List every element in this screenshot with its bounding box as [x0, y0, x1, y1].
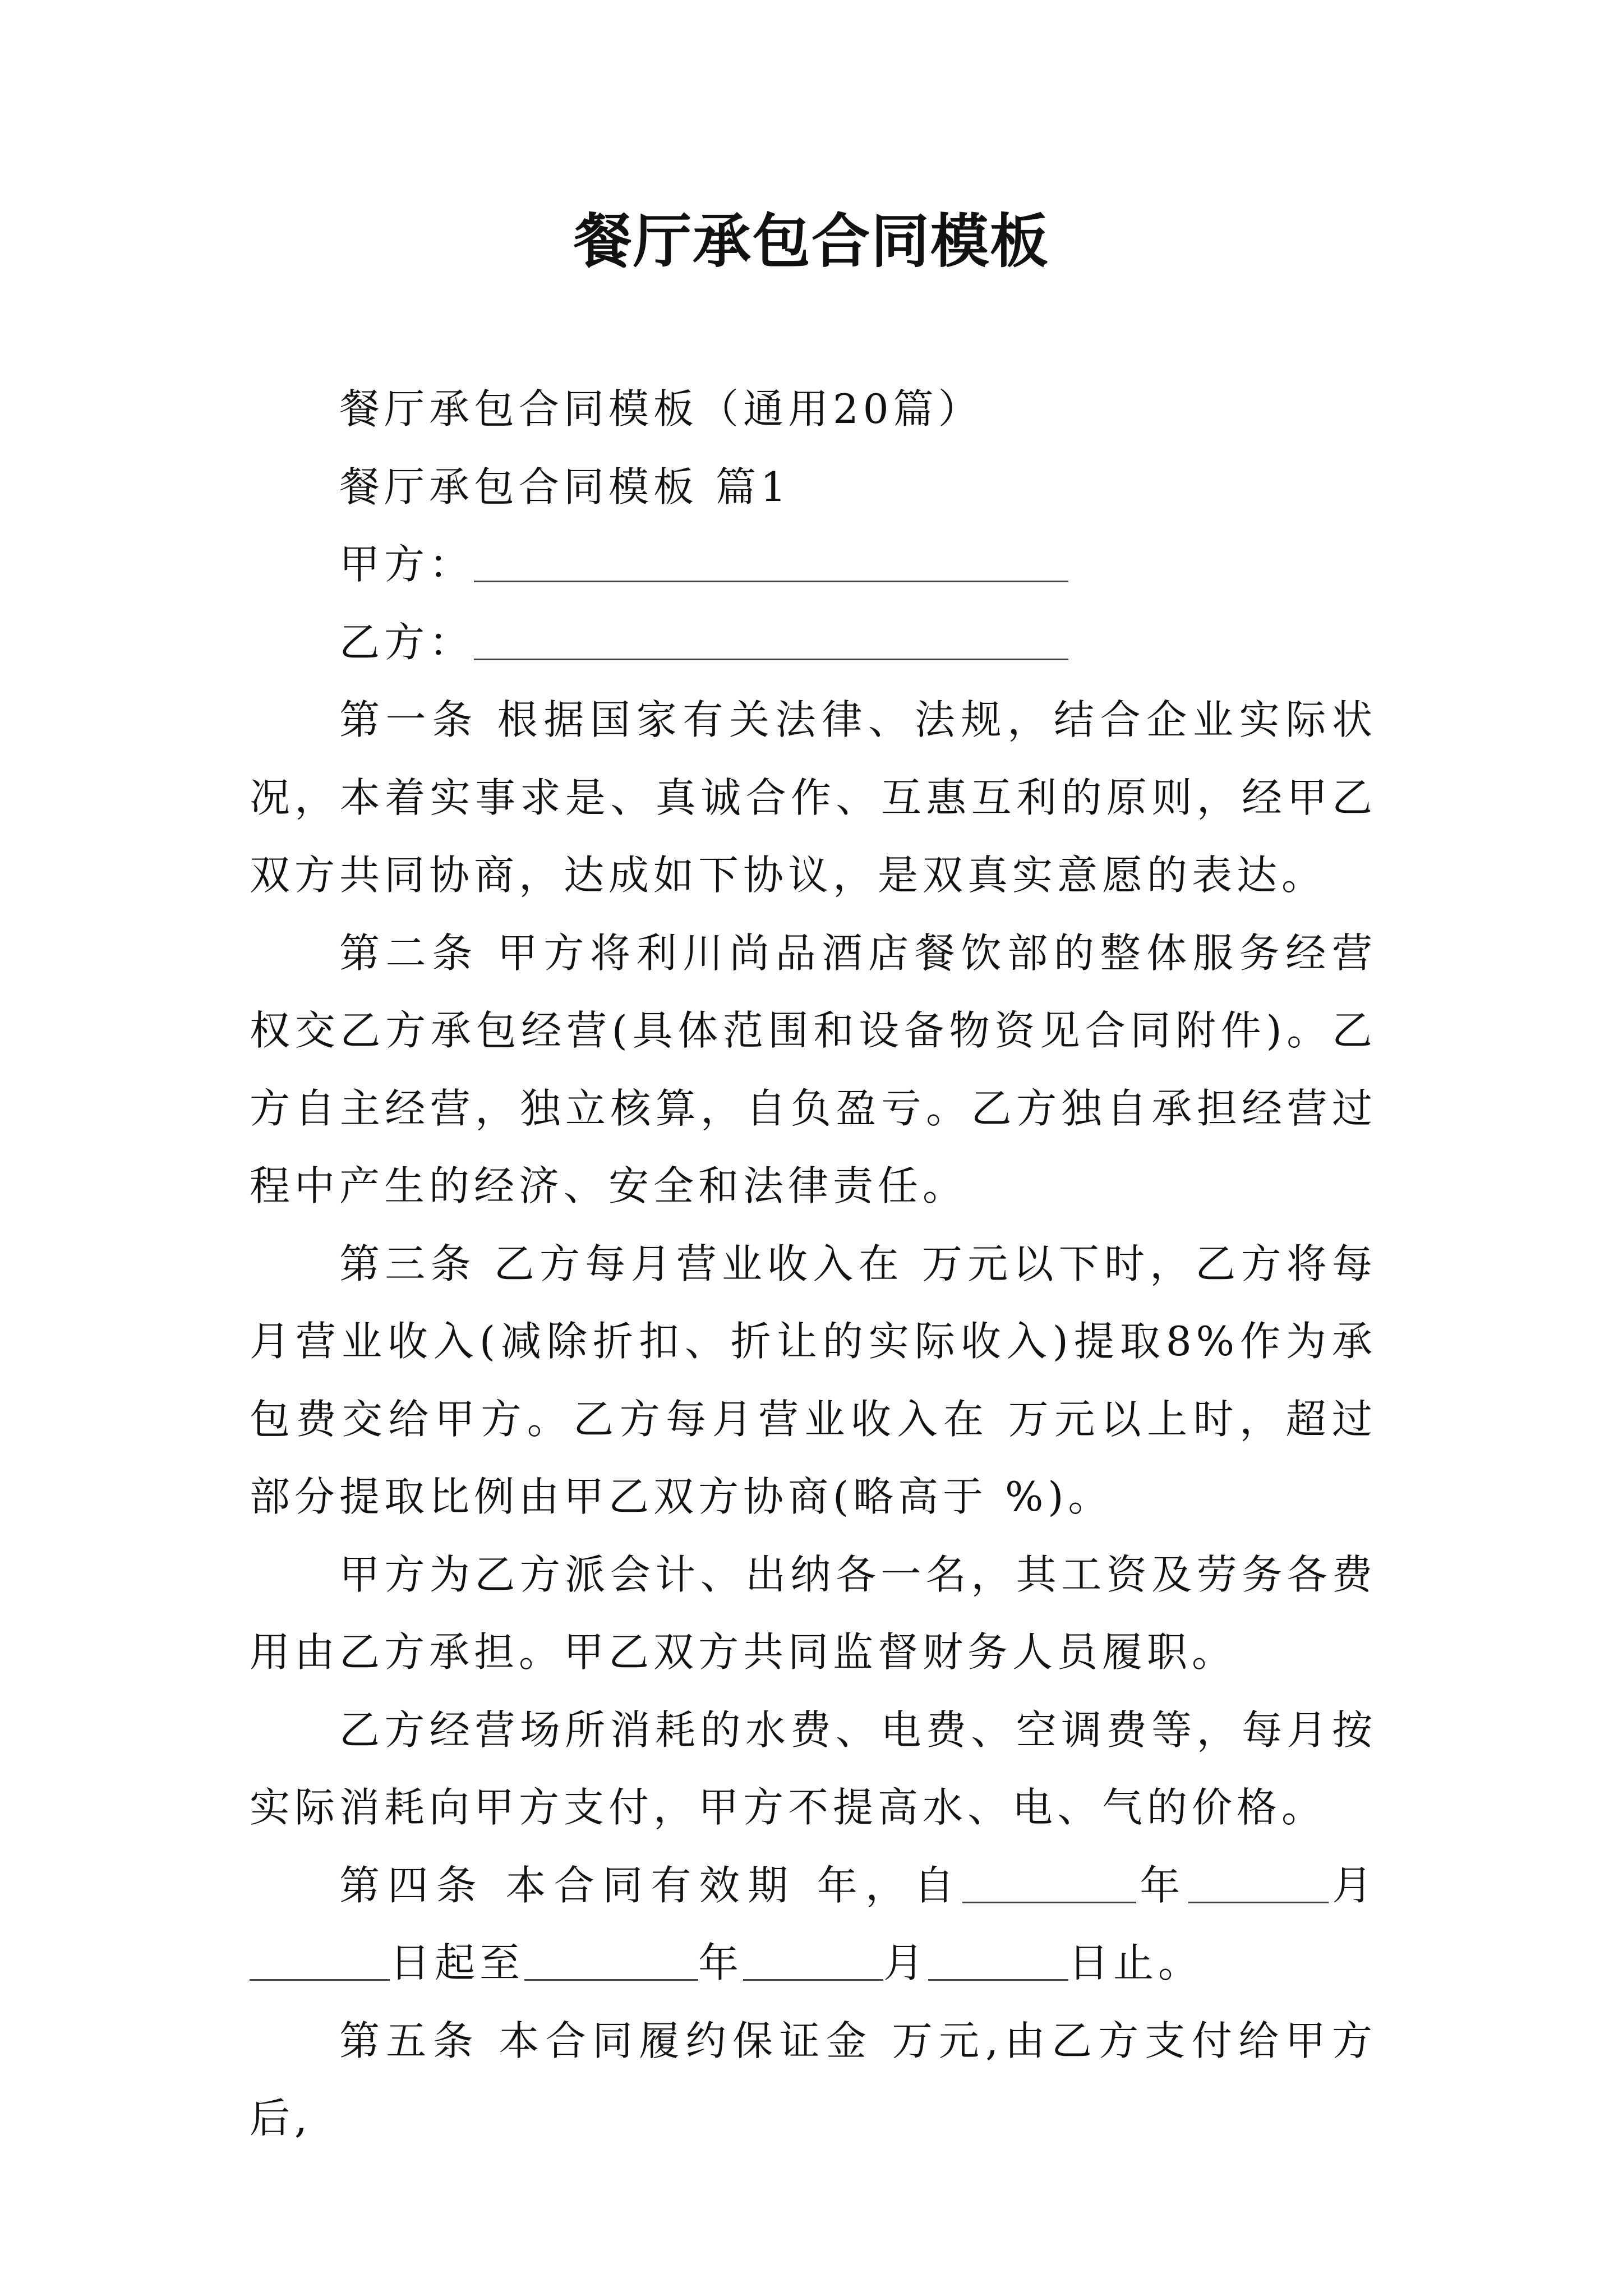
document-subtitle: 餐厅承包合同模板（通用20篇） — [339, 385, 983, 432]
end-month-label: 月 — [883, 1939, 929, 1986]
party-a-label: 甲方： — [339, 541, 474, 588]
article-5: 第五条 本合同履约保证金 万元,由乙方支付给甲方后, — [250, 2017, 1377, 2142]
end-month-blank — [743, 1939, 883, 1981]
party-b-blank — [474, 618, 1068, 660]
end-year-label: 年 — [698, 1939, 744, 1986]
article-4 — [250, 1847, 1377, 2002]
start-day-label: 日起至 — [390, 1939, 525, 1986]
document-body — [250, 370, 1377, 2157]
start-year-blank — [962, 1861, 1136, 1903]
article-3: 第三条 乙方每月营业收入在 万元以下时，乙方将每月营业收入(减除折扣、折让的实际收入)提取8%作为承包费交给甲方。乙方每月营业收入在 万元以上时，超过部分提取比例由甲乙双方协商(略高于 %)。 — [250, 1240, 1377, 1520]
party-b-label: 乙方： — [339, 618, 474, 666]
end-day-label: 日止。 — [1068, 1939, 1204, 1986]
article-1: 第一条 根据国家有关法律、法规，结合企业实际状况，本着实事求是、真诚合作、互惠互利的原则，经甲乙双方共同协商，达成如下协议，是双真实意愿的表达。 — [250, 696, 1377, 899]
start-year-label: 年 — [1136, 1861, 1188, 1909]
article-4-lead: 第四条 本合同有效期 年，自 — [339, 1861, 962, 1909]
end-year-blank — [524, 1939, 698, 1981]
document-title: 餐厅承包合同模板 — [573, 206, 1049, 275]
section-heading: 餐厅承包合同模板 篇1 — [339, 463, 791, 510]
end-day-blank — [928, 1939, 1068, 1981]
start-day-blank — [250, 1939, 390, 1981]
utilities-paragraph: 乙方经营场所消耗的水费、电费、空调费等，每月按实际消耗向甲方支付，甲方不提高水、电、气的价格。 — [250, 1706, 1377, 1831]
start-month-blank — [1188, 1861, 1329, 1903]
article-2: 第二条 甲方将利川尚品酒店餐饮部的整体服务经营权交乙方承包经营(具体范围和设备物资见合同附件)。乙方自主经营，独立核算，自负盈亏。乙方独自承担经营过程中产生的经济、安全和法律责任。 — [250, 929, 1377, 1209]
accounting-paragraph: 甲方为乙方派会计、出纳各一名，其工资及劳务各费用由乙方承担。甲乙双方共同监督财务人员履职。 — [250, 1550, 1377, 1676]
party-a-line — [250, 526, 1377, 604]
party-b-line — [250, 604, 1377, 682]
start-month-label: 月 — [1328, 1861, 1377, 1909]
party-a-blank — [474, 540, 1068, 582]
